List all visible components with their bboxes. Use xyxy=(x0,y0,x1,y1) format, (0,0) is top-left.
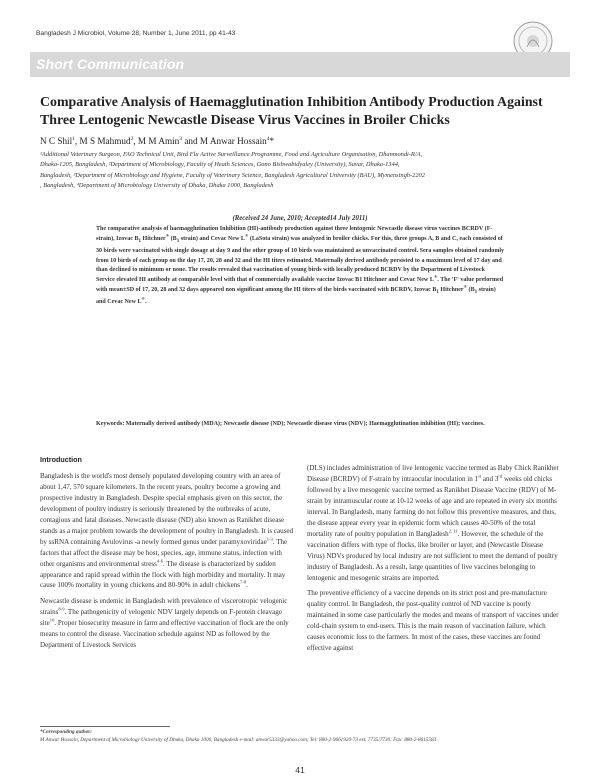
affiliation-line: Bangladesh, ³Department of Microbiology and Hygiene, Faculty of Veterinary Science, Bangladesh Agricultural University (BAU), Mymensingh-2202 xyxy=(40,171,425,179)
body-paragraph xyxy=(40,596,295,651)
registered-mark: ® xyxy=(165,232,170,238)
author-name: , M M Amin xyxy=(133,136,180,146)
body-text: (DLS) includes administration of live lentogenic vaccine termed as Baby Chick Ranikhet Disease (BCRDV) of F-strain by intraocular inoculation in 1 xyxy=(307,464,559,483)
author-affil-mark: 2 xyxy=(130,135,134,142)
body-text: . The disease is characterized by sudden appearance and rapid spread within the flock with high morbidity and mortality. It may cause 100% mortality in young chickens and 80-90% in adult chickens xyxy=(40,559,286,590)
received-dates: (Received 24 June, 2010; Accepted14 July 2011) xyxy=(232,215,368,222)
registered-mark: ® xyxy=(433,274,438,280)
abstract xyxy=(96,225,505,308)
abstract-text: . The 'F' value preformed with mean±SD of 17, 20, 28 and 32 days appeared non significant among the HI titers of the birds vaccinated with BCRDV, Izovac B xyxy=(96,277,504,293)
affiliations xyxy=(40,150,560,191)
author-affil-mark: 4 xyxy=(266,135,270,142)
author-list xyxy=(40,136,274,146)
author-affil-mark: 1 xyxy=(72,135,75,142)
subscript: 1 xyxy=(176,239,180,244)
citation: 8-9 xyxy=(58,607,65,613)
body-text: . Proper biosecurity measure in farm and effective vaccination of flock are the only means to control the disease. Vaccination schedule against ND as followed by the Department of Livestock Services xyxy=(40,619,289,650)
abstract-text: (LaSota strain) was analyzed in broiler chicks. For this, three groups A, B and C, each consisted of 30 birds were vaccinated with single dosage at day 9 and the other group of 10 birds was maintained as unvaccinated control. Sera samples obtained randomly from 10 birds of each group on the day 17, 20, 28 and 32 and the HI titers estimated. Maternally derived antibody persisted to a maximum level of 17 day and than declined to minimum or none. The results revealed that vaccination of young birds with locally produced BCRDV by the Department of Livestock Service elevated HI antibody at comparable level with that of commercially available vaccine Izovac B1 Hitchner and Cevac New L xyxy=(96,235,505,284)
subscript: 1 xyxy=(138,239,142,244)
citation: 4-6 xyxy=(156,558,164,564)
abstract-text: . xyxy=(144,298,147,305)
body-text: . xyxy=(246,581,248,590)
author-name: , M S Mahmud xyxy=(74,136,131,146)
author-name: and M Anwar Hossain xyxy=(182,136,267,146)
citation: 1-3 xyxy=(266,536,273,542)
author-name: N C Shil xyxy=(40,136,73,146)
abstract-text: (B xyxy=(467,286,475,293)
body-text: weeks old chicks followed by a live mesogenic vaccine termed as Ranikhet Disease Vaccine (RDV) of M-strain by intramuscular route at 10-12 weeks of age and are repeated in every six months interval. In Bangladesh, many farming do not follow this preventive measures, and thus, the disease appear every year in epidemic form which causes 40-50% of the total mortality rate of poultry population in Bangladesh xyxy=(307,474,557,538)
keywords: Keywords: Maternally derived antibody (MDA); Newcastle disease (ND); Newcastle disease virus (NDV); Haemagglutination inhibition (HI); vaccines. xyxy=(96,421,485,427)
body-paragraph xyxy=(40,471,295,591)
ordinal-suffix: st xyxy=(478,473,482,479)
registered-mark: ® xyxy=(141,295,145,301)
abstract-text: strain) and Cevac New L xyxy=(179,235,245,242)
footnote-label: *Corresponding author: xyxy=(40,729,93,735)
body-text: Bangladesh is the world's most densely populated developing country with an area of about 1,47, 570 square kilometers. In the recent years, poultry become a growing and prospective industry in Bangladesh. Despite special emphasis given on this sector, the development of poultry industry is seriously threatened by the outbreaks of acute, contagious and fatal diseases. Newcastle disease (ND) also known as Ranikhet disease stands as a major problem towards the development of poultry in Bangladesh. It is caused by ssRNA containing Avulovirus -a newly formed genus under paramyxoviridae xyxy=(40,471,294,546)
body-text: Newcastle disease is endemic in Bangladesh with prevalence of viscerotropic velogenic strains xyxy=(40,597,288,617)
section-label: Short Communication xyxy=(36,56,185,72)
section-banner xyxy=(30,52,570,77)
registered-mark: ® xyxy=(463,283,468,289)
citation: 7-8 xyxy=(240,580,247,586)
citation: 2, 11 xyxy=(448,528,458,534)
body-paragraph xyxy=(307,463,562,583)
body-column-right xyxy=(307,463,562,659)
registered-mark: ® xyxy=(244,232,249,238)
subscript: 1 xyxy=(474,290,478,296)
section-heading: Introduction xyxy=(40,455,82,464)
affiliation-line: Dhaka-1205, Bangladesh, ²Department of Microbiology, Faculty of Heath Sciences, Gono Bishwabidyaley (University), Savar, Dhaka-1344, xyxy=(40,161,400,169)
body-text: . The pathogenicity of velogenic NDV largely depends on F-protein cleavage site xyxy=(40,608,282,628)
ordinal-suffix: rd xyxy=(498,473,503,479)
body-paragraph: The preventive efficiency of a vaccine depends on its strict post and pre-manufacture quality control. In Bangladesh, the post-quality control of ND vaccine is poorly maintained in some case particularly the modes and means of transport of vaccines under cold-chain system to end-users. This is the main reason of vaccination failure, which causes economic loss to the farmers. In most of the cases, these vaccines are found effective against xyxy=(307,589,559,653)
author-affil-mark: 3 xyxy=(179,135,183,142)
article-title: Comparative Analysis of Haemagglutination Inhibition Antibody Production Against Three Lentogenic Newcastle Disease Virus Vaccines in Broiler Chicks xyxy=(40,95,543,128)
abstract-text: strain) and Cevac New L xyxy=(96,286,496,305)
abstract-text: The comparative analysis of haemagglutination Inhibition (HI)-antibody production against three lentogenic Newcastle disease virus vaccines BCRDV (F-strain), Izovac B xyxy=(96,226,493,242)
footnote-divider xyxy=(40,726,170,727)
citation: 10 xyxy=(49,618,55,623)
abstract-text: Hitchner xyxy=(438,286,464,293)
affiliation-line: , Bangladesh, ⁴Department of Microbiology University of Dhaka, Dhaka 1000, Bangladesh xyxy=(40,181,274,189)
affiliation-line: ¹Additional Veterinary Surgeon, FAO Technical Unit, Bird Flu Active Surveillance Programme, Food and Agriculture Organisation, Dhanmondi-R/A, xyxy=(40,151,423,158)
abstract-text: Hitchner xyxy=(141,235,166,242)
body-text: . The factors that affect the disease may be host, species, age, immune status, infection with other organisms and environmental stress xyxy=(40,537,288,568)
body-text: . However, the schedule of the vaccination differs with type of flocks, like broiler or layer, and (Newcastle Disease Virus) NDVs produced by local industry are not sufficient to meet the demand of poultry industry of Bangladesh. As a result, large quantities of live vaccines belonging to lentogenic and mesogenic strains are imported. xyxy=(307,529,558,582)
body-text: and 3 xyxy=(481,474,499,483)
body-column-left xyxy=(40,455,295,656)
corresponding-mark: * xyxy=(269,136,275,146)
subscript: 1 xyxy=(436,290,439,296)
running-head: Bangladesh J Microbiol, Volume 28, Number 1, June 2011, pp 41-43 xyxy=(36,30,236,37)
page-number: 41 xyxy=(295,765,305,775)
corresponding-author-footnote xyxy=(40,728,562,744)
footnote-text: M Anwar Hossain, Department of Microbiology University of Dhaka, Dhaka 1000, Bangladesh e-mail: anwar5333@yahoo.com; Tel: 880-2-9661920-73 ext. 7735/7730; Fax: 880-2-8615583 xyxy=(40,737,437,743)
abstract-text: (B xyxy=(169,235,177,242)
